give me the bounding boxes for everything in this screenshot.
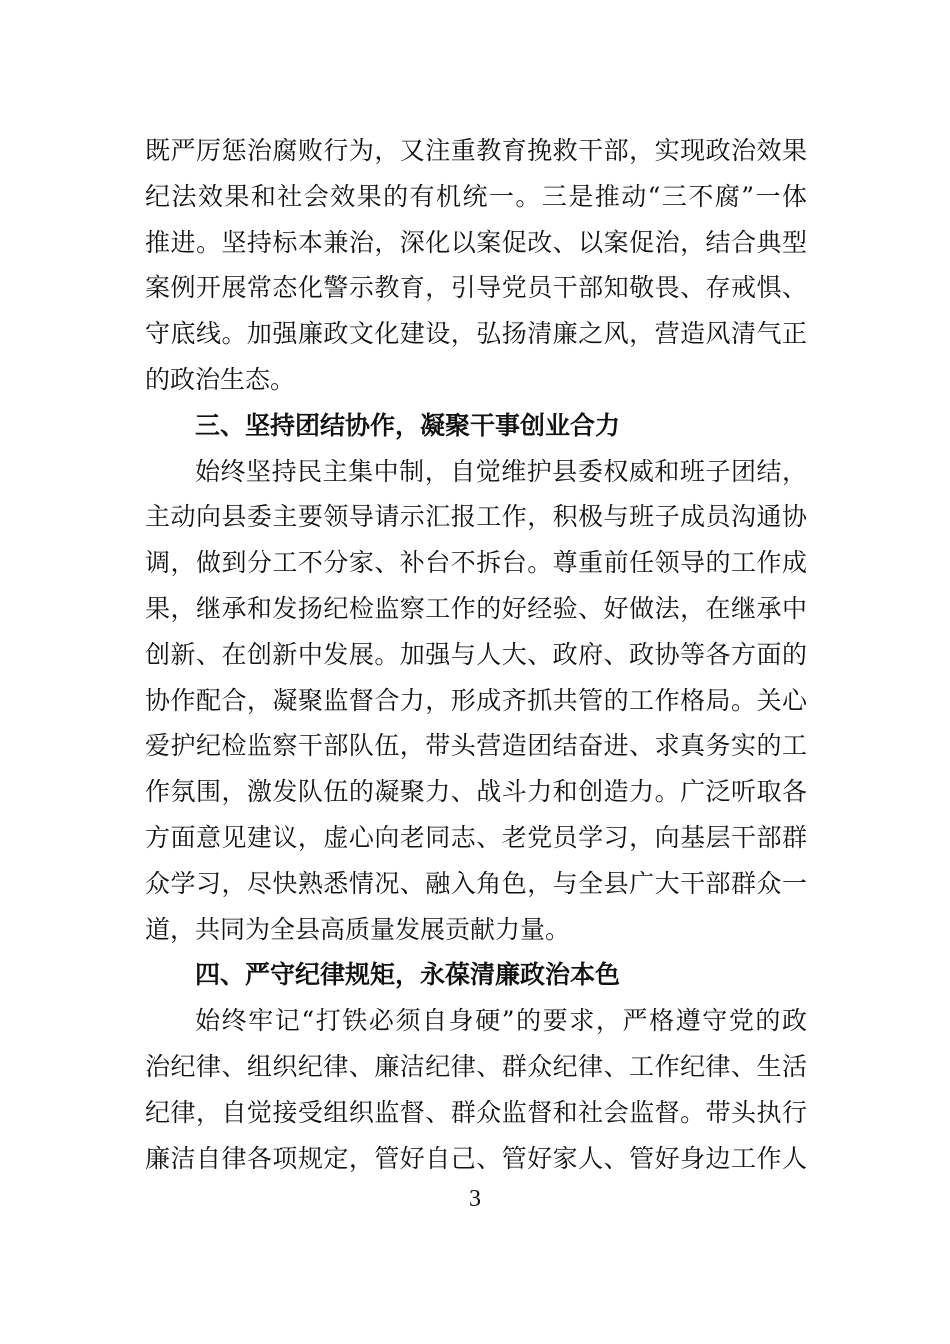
body-line: 纪律，自觉接受组织监督、群众监督和社会监督。带头执行: [145, 1097, 807, 1127]
body-line: 的政治生态。: [145, 364, 296, 394]
body-line: 既严厉惩治腐败行为，又注重教育挽救干部，实现政治效果: [145, 136, 807, 165]
paragraph-first-line: 始终坚持民主集中制，自觉维护县委权威和班子团结，: [195, 456, 807, 486]
body-line: 协作配合，凝聚监督合力，形成齐抓共管的工作格局。关心: [145, 685, 807, 715]
body-line: 案例开展常态化警示教育，引导党员干部知敬畏、存戒惧、: [145, 273, 807, 303]
body-line: 作氛围，激发队伍的凝聚力、战斗力和创造力。广泛听取各: [145, 777, 807, 807]
body-line: 治纪律、组织纪律、廉洁纪律、群众纪律、工作纪律、生活: [145, 1051, 807, 1081]
page-number: 3: [469, 1186, 481, 1212]
section-heading-4: 四、严守纪律规矩，永葆清廉政治本色: [195, 960, 621, 990]
body-line: 创新、在创新中发展。加强与人大、政府、政协等各方面的: [145, 639, 807, 669]
body-line: 守底线。加强廉政文化建设，弘扬清廉之风，营造风清气正: [145, 319, 807, 349]
body-line: 道，共同为全县高质量发展贡献力量。: [145, 914, 571, 944]
body-line: 廉洁自律各项规定，管好自己、管好家人、管好身边工作人: [145, 1143, 807, 1173]
section-heading-3: 三、坚持团结协作，凝聚干事创业合力: [195, 410, 621, 440]
body-line: 纪法效果和社会效果的有机统一。三是推动“三不腐”一体: [145, 181, 807, 211]
body-line: 众学习，尽快熟悉情况、融入角色，与全县广大干部群众一: [145, 868, 807, 898]
body-line: 主动向县委主要领导请示汇报工作，积极与班子成员沟通协: [145, 502, 807, 532]
body-line: 爱护纪检监察干部队伍，带头营造团结奋进、求真务实的工: [145, 731, 807, 761]
body-line: 调，做到分工不分家、补台不拆台。尊重前任领导的工作成: [145, 548, 807, 578]
body-line: 方面意见建议，虚心向老同志、老党员学习，向基层干部群: [145, 822, 807, 852]
document-body: [145, 128, 807, 1181]
body-line: 果，继承和发扬纪检监察工作的好经验、好做法，在继承中: [145, 593, 807, 623]
paragraph-first-line: 始终牢记“打铁必须自身硬”的要求，严格遵守党的政: [195, 1006, 807, 1036]
body-line: 推进。坚持标本兼治，深化以案促改、以案促治，结合典型: [145, 227, 807, 257]
